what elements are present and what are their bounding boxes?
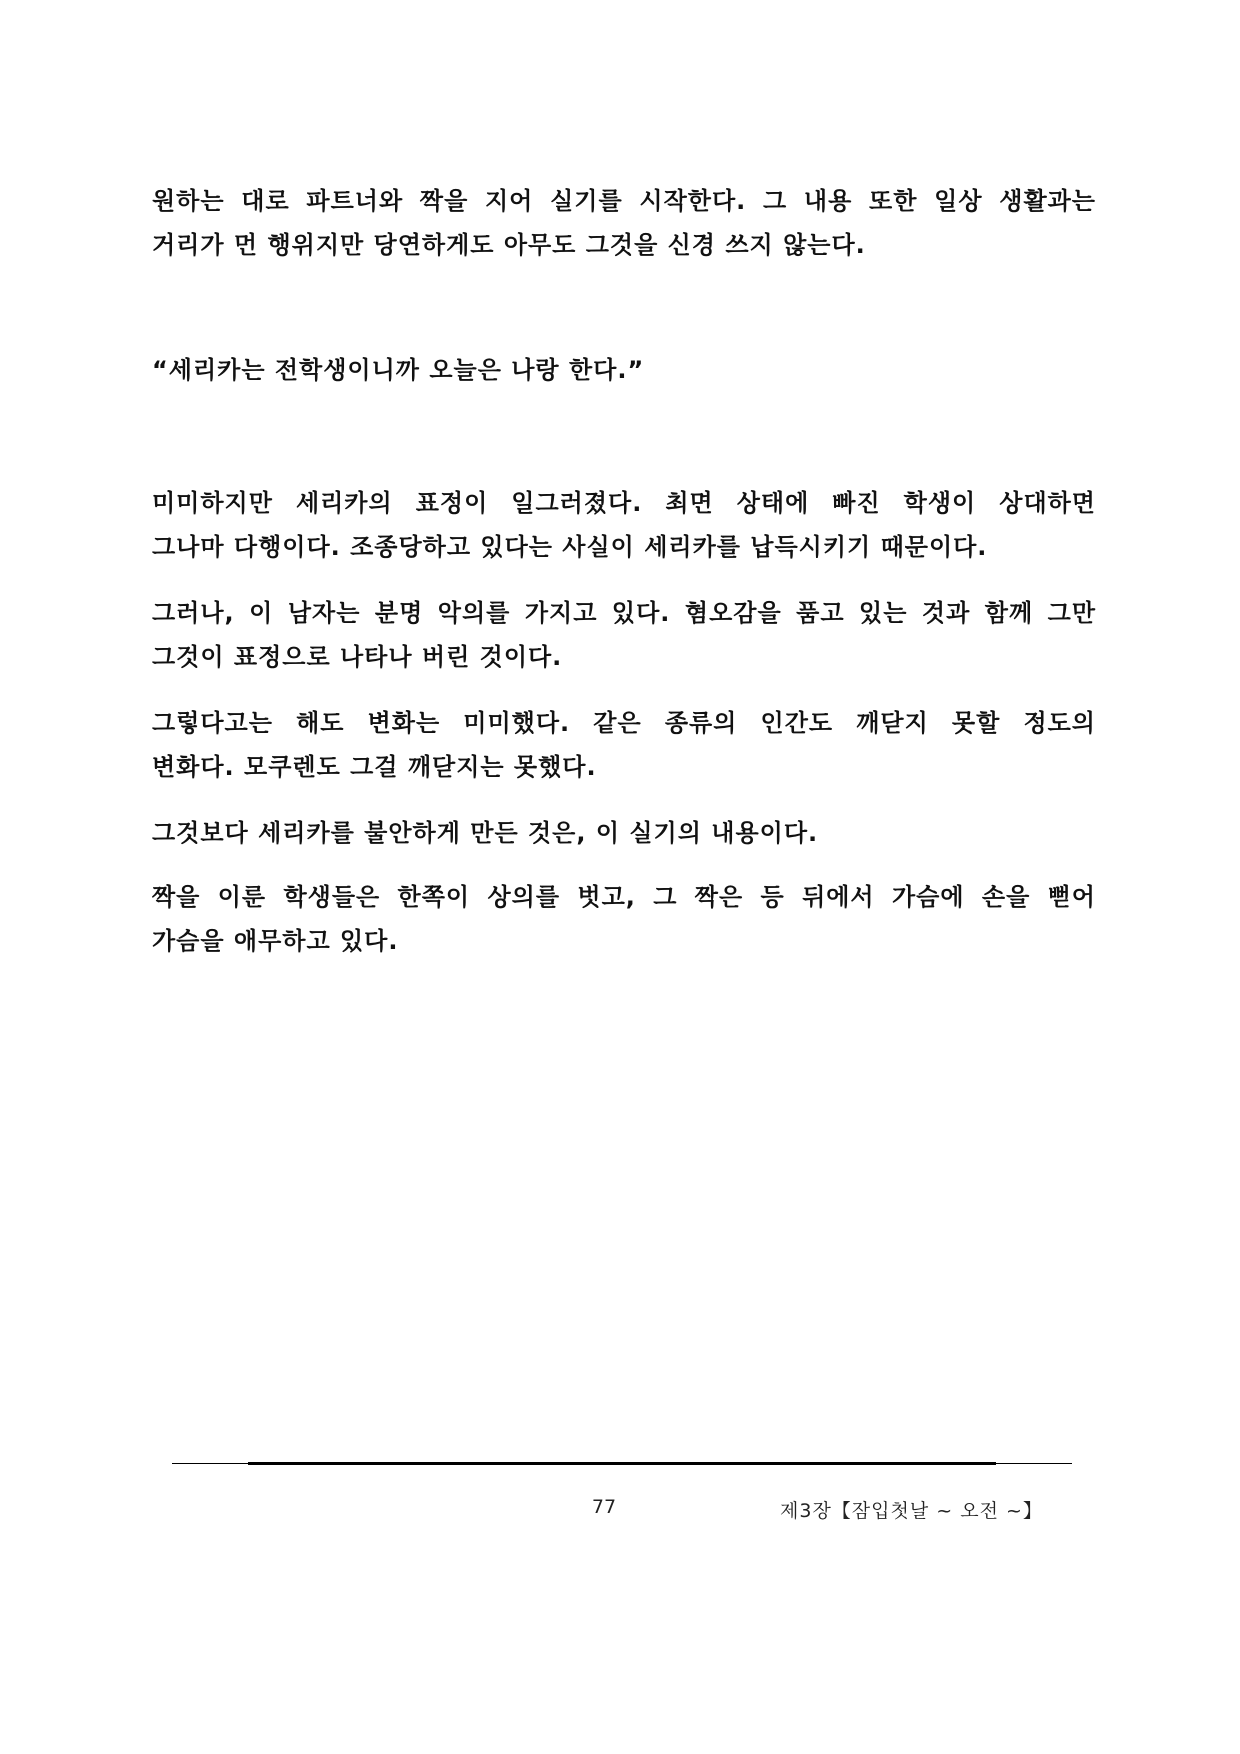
body-text	[152, 348, 1096, 392]
page-number: 77	[591, 1496, 617, 1518]
text-line: “세리카는 전학생이니까 오늘은 나랑 한다.”	[152, 356, 645, 384]
body-text	[152, 591, 1096, 679]
text-line: 그것이 표정으로 나타나 버린 것이다.	[152, 643, 563, 671]
text-line: 원하는 대로 파트너와 짝을 지어 실기를 시작한다. 그 내용 또한 일상 생활과는	[152, 187, 1096, 215]
body-text	[152, 875, 1096, 963]
text-line: 짝을 이룬 학생들은 한쪽이 상의를 벗고, 그 짝은 등 뒤에서 가슴에 손을 뻗어	[152, 883, 1096, 911]
paragraph-5	[152, 701, 1096, 789]
body-text	[152, 481, 1096, 569]
text-line: 그러나, 이 남자는 분명 악의를 가지고 있다. 혐오감을 품고 있는 것과 함께 그만	[152, 599, 1096, 627]
text-line: 가슴을 애무하고 있다.	[152, 927, 399, 955]
footer-divider-accent	[248, 1462, 996, 1465]
body-text	[152, 701, 1096, 789]
text-line: 그것보다 세리카를 불안하게 만든 것은, 이 실기의 내용이다.	[152, 819, 819, 847]
chapter-title: 제3장【잠입첫날 ~ 오전 ~】	[780, 1500, 1043, 1522]
paragraph-3	[152, 481, 1096, 569]
body-text	[152, 811, 1096, 855]
paragraph-2	[152, 348, 1096, 392]
text-line: 변화다. 모쿠렌도 그걸 깨닫지는 못했다.	[152, 753, 597, 781]
paragraph-7	[152, 875, 1096, 963]
text-line: 그나마 다행이다. 조종당하고 있다는 사실이 세리카를 납득시키기 때문이다.	[152, 533, 988, 561]
text-line: 미미하지만 세리카의 표정이 일그러졌다. 최면 상태에 빠진 학생이 상대하면	[152, 489, 1096, 517]
paragraph-4	[152, 591, 1096, 679]
paragraph-6	[152, 811, 1096, 855]
paragraph-1	[152, 179, 1096, 267]
text-line: 거리가 먼 행위지만 당연하게도 아무도 그것을 신경 쓰지 않는다.	[152, 231, 866, 259]
body-text	[152, 179, 1096, 267]
text-line: 그렇다고는 해도 변화는 미미했다. 같은 종류의 인간도 깨닫지 못할 정도의	[152, 709, 1096, 737]
